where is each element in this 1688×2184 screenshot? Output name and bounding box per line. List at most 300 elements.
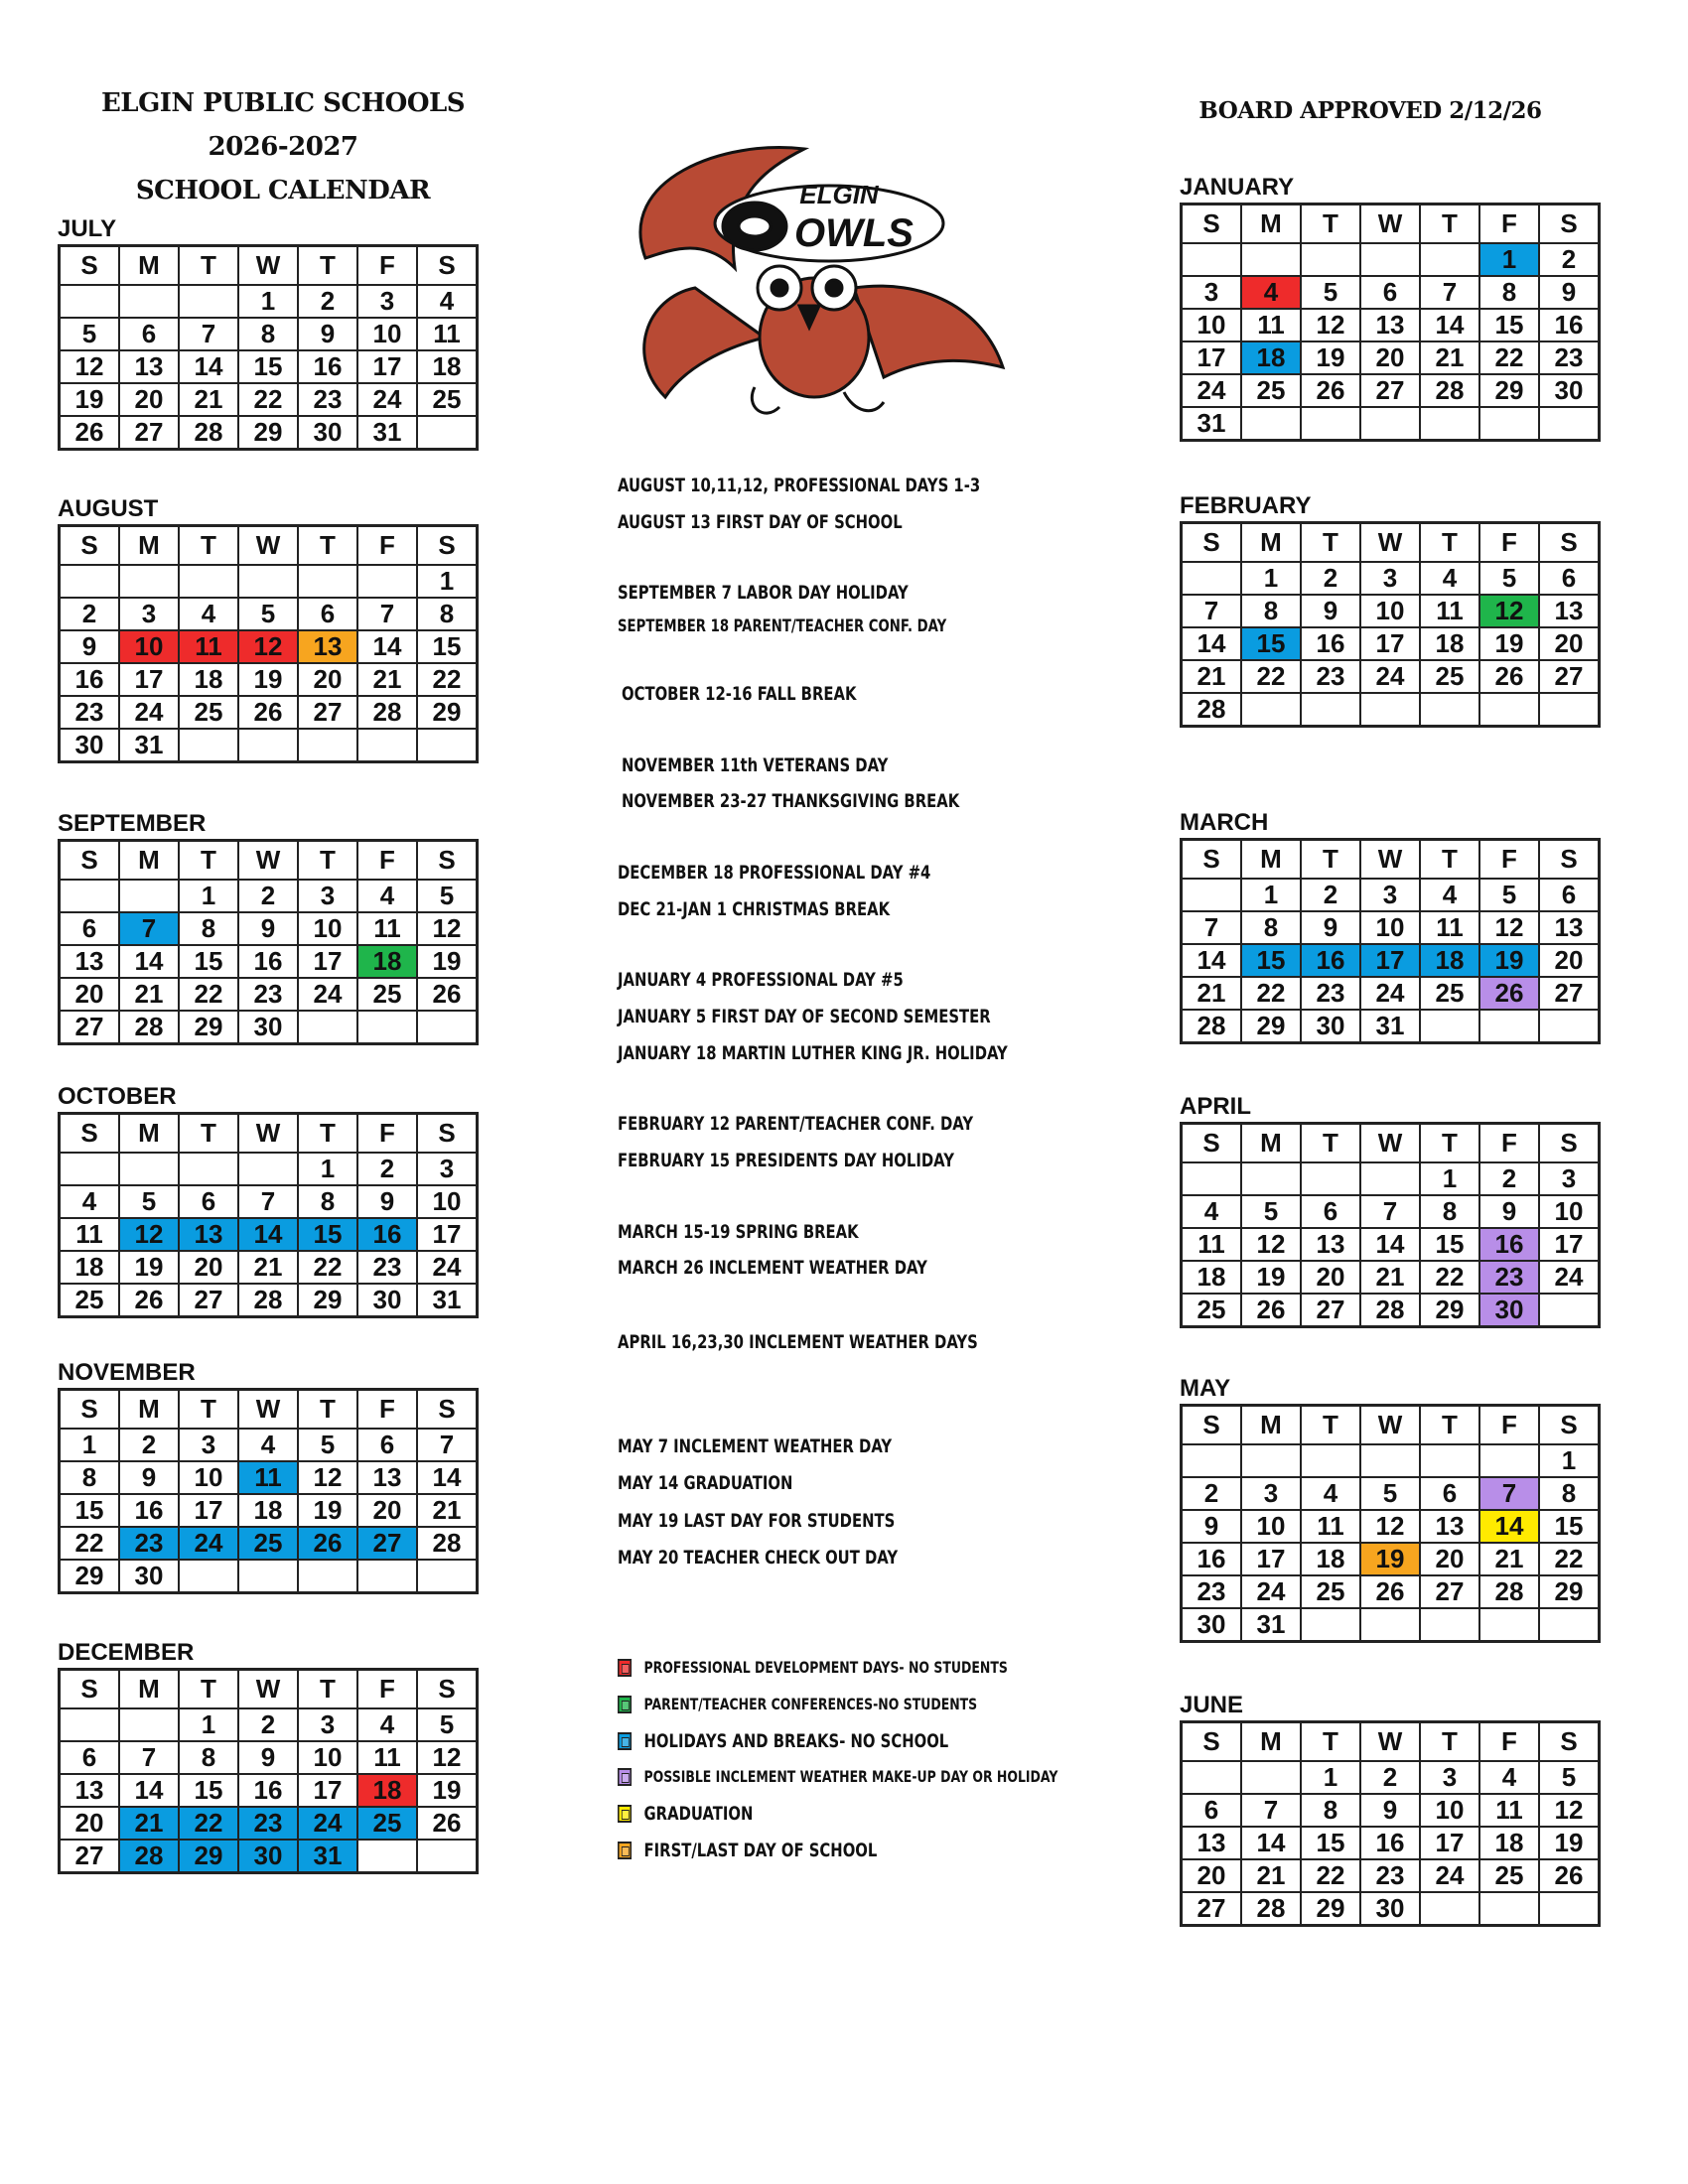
day-cell: 18	[1182, 1261, 1242, 1294]
day-cell: 7	[1241, 1794, 1301, 1827]
day-cell: 25	[238, 1527, 298, 1560]
weekday-header: T	[1420, 1406, 1479, 1445]
day-cell: 14	[119, 945, 179, 978]
day-cell: 27	[1420, 1575, 1479, 1608]
day-cell: 17	[298, 945, 357, 978]
day-cell: 28	[1241, 1892, 1301, 1926]
day-cell: 3	[357, 285, 417, 318]
empty-cell	[1241, 243, 1301, 276]
day-cell: 24	[1539, 1261, 1600, 1294]
day-cell: 4	[357, 1708, 417, 1741]
month-october	[58, 1084, 485, 1318]
day-cell: 24	[298, 978, 357, 1011]
weekday-header: S	[1182, 1124, 1242, 1163]
day-cell: 16	[298, 350, 357, 383]
day-cell: 14	[1420, 309, 1479, 341]
weekday-header: M	[1241, 1722, 1301, 1762]
day-cell: 13	[1539, 595, 1600, 627]
day-cell: 15	[179, 1774, 238, 1807]
day-cell: 22	[179, 978, 238, 1011]
empty-cell	[1360, 243, 1420, 276]
day-cell: 3	[298, 1708, 357, 1741]
empty-cell	[357, 729, 417, 762]
day-cell: 4	[417, 285, 478, 318]
day-cell: 2	[60, 598, 120, 630]
day-cell: 28	[1479, 1575, 1539, 1608]
day-cell: 23	[238, 1807, 298, 1840]
event-item: JANUARY 5 FIRST DAY OF SECOND SEMESTER	[618, 1006, 991, 1027]
event-item: FEBRUARY 15 PRESIDENTS DAY HOLIDAY	[618, 1150, 954, 1171]
day-cell: 26	[1301, 374, 1360, 407]
event-item: MAY 20 TEACHER CHECK OUT DAY	[618, 1547, 899, 1569]
day-cell: 1	[298, 1153, 357, 1185]
day-cell: 22	[1539, 1543, 1600, 1575]
day-cell: 31	[1360, 1010, 1420, 1043]
day-cell: 8	[179, 912, 238, 945]
day-cell: 26	[417, 1807, 478, 1840]
weekday-header: M	[1241, 1124, 1301, 1163]
day-cell: 21	[417, 1494, 478, 1527]
day-cell: 12	[119, 1218, 179, 1251]
day-cell: 9	[298, 318, 357, 350]
day-cell: 31	[1182, 407, 1242, 441]
day-cell: 9	[1479, 1195, 1539, 1228]
month-name: APRIL	[1180, 1093, 1251, 1120]
empty-cell	[417, 1560, 478, 1593]
day-cell: 30	[1301, 1010, 1360, 1043]
empty-cell	[60, 1153, 120, 1185]
weekday-header: T	[1301, 1406, 1360, 1445]
day-cell: 28	[179, 416, 238, 450]
day-cell: 10	[1360, 911, 1420, 944]
day-cell: 4	[1420, 879, 1479, 911]
empty-cell	[60, 1708, 120, 1741]
day-cell: 21	[1182, 660, 1242, 693]
day-cell: 30	[1182, 1608, 1242, 1642]
day-cell: 1	[179, 1708, 238, 1741]
day-cell: 1	[238, 285, 298, 318]
day-cell: 8	[179, 1741, 238, 1774]
day-cell: 12	[1479, 595, 1539, 627]
day-cell: 25	[179, 696, 238, 729]
day-cell: 27	[298, 696, 357, 729]
day-cell: 15	[238, 350, 298, 383]
empty-cell	[1539, 1294, 1600, 1327]
day-cell: 2	[119, 1429, 179, 1461]
day-cell: 15	[179, 945, 238, 978]
day-cell: 19	[1301, 341, 1360, 374]
day-cell: 26	[238, 696, 298, 729]
day-cell: 7	[1360, 1195, 1420, 1228]
day-cell: 25	[1241, 374, 1301, 407]
weekday-header: W	[1360, 840, 1420, 880]
day-cell: 9	[238, 1741, 298, 1774]
day-cell: 11	[1301, 1510, 1360, 1543]
empty-cell	[238, 1560, 298, 1593]
day-cell: 1	[1479, 243, 1539, 276]
day-cell: 18	[1479, 1827, 1539, 1859]
weekday-header: T	[1301, 1722, 1360, 1762]
day-cell: 8	[1241, 911, 1301, 944]
weekday-header: S	[60, 1670, 120, 1709]
weekday-header: F	[1479, 840, 1539, 880]
event-item: JANUARY 18 MARTIN LUTHER KING JR. HOLIDAY	[618, 1042, 1008, 1064]
day-cell: 13	[298, 630, 357, 663]
day-cell: 15	[417, 630, 478, 663]
empty-cell	[1360, 693, 1420, 727]
empty-cell	[1360, 1162, 1420, 1195]
month-december	[58, 1640, 485, 1874]
day-cell: 13	[1539, 911, 1600, 944]
day-cell: 19	[1360, 1543, 1420, 1575]
month-name: FEBRUARY	[1180, 492, 1312, 519]
day-cell: 6	[60, 1741, 120, 1774]
day-cell: 21	[1241, 1859, 1301, 1892]
empty-cell	[1360, 407, 1420, 441]
day-cell: 27	[1360, 374, 1420, 407]
empty-cell	[357, 565, 417, 598]
day-cell: 16	[60, 663, 120, 696]
day-cell: 22	[179, 1807, 238, 1840]
day-cell: 4	[1182, 1195, 1242, 1228]
day-cell: 19	[60, 383, 120, 416]
day-cell: 8	[1539, 1477, 1600, 1510]
month-april	[1180, 1094, 1607, 1328]
event-item: NOVEMBER 23-27 THANKSGIVING BREAK	[622, 790, 960, 812]
day-cell: 29	[238, 416, 298, 450]
month-july	[58, 216, 485, 451]
weekday-header: W	[1360, 1124, 1420, 1163]
empty-cell	[417, 1840, 478, 1873]
logo-text-owls: OWLS	[794, 211, 914, 255]
day-cell: 24	[417, 1251, 478, 1284]
weekday-header: T	[298, 246, 357, 286]
day-cell: 6	[1301, 1195, 1360, 1228]
day-cell: 8	[1479, 276, 1539, 309]
day-cell: 24	[1241, 1575, 1301, 1608]
day-cell: 19	[238, 663, 298, 696]
weekday-header: F	[1479, 523, 1539, 563]
day-cell: 5	[417, 880, 478, 912]
day-cell: 16	[238, 1774, 298, 1807]
weekday-header: T	[1420, 205, 1479, 244]
weekday-header: T	[298, 841, 357, 881]
empty-cell	[60, 565, 120, 598]
legend-label: FIRST/LAST DAY OF SCHOOL	[643, 1840, 878, 1861]
legend-label: HOLIDAYS AND BREAKS- NO SCHOOL	[643, 1730, 949, 1752]
month-march	[1180, 810, 1607, 1044]
empty-cell	[1479, 1010, 1539, 1043]
legend-item-inc	[618, 1767, 1057, 1786]
day-cell: 12	[1241, 1228, 1301, 1261]
event-item: AUGUST 13 FIRST DAY OF SCHOOL	[618, 511, 903, 533]
day-cell: 14	[1360, 1228, 1420, 1261]
empty-cell	[417, 1011, 478, 1044]
day-cell: 10	[417, 1185, 478, 1218]
weekday-header: T	[179, 1390, 238, 1430]
day-cell: 7	[179, 318, 238, 350]
empty-cell	[1420, 1892, 1479, 1926]
day-cell: 29	[1479, 374, 1539, 407]
day-cell: 2	[1182, 1477, 1242, 1510]
day-cell: 27	[60, 1840, 120, 1873]
day-cell: 27	[1539, 660, 1600, 693]
day-cell: 28	[1182, 1010, 1242, 1043]
day-cell: 10	[119, 630, 179, 663]
day-cell: 10	[1539, 1195, 1600, 1228]
empty-cell	[1479, 1444, 1539, 1477]
day-cell: 3	[1360, 562, 1420, 595]
day-cell: 21	[119, 1807, 179, 1840]
month-name: AUGUST	[58, 495, 159, 522]
day-cell: 26	[1360, 1575, 1420, 1608]
empty-cell	[119, 1153, 179, 1185]
day-cell: 1	[1241, 562, 1301, 595]
day-cell: 5	[1479, 879, 1539, 911]
empty-cell	[1539, 1608, 1600, 1642]
day-cell: 11	[1420, 911, 1479, 944]
day-cell: 5	[1360, 1477, 1420, 1510]
day-cell: 19	[1539, 1827, 1600, 1859]
day-cell: 22	[417, 663, 478, 696]
day-cell: 14	[119, 1774, 179, 1807]
weekday-header: S	[417, 246, 478, 286]
weekday-header: S	[1182, 523, 1242, 563]
day-cell: 17	[119, 663, 179, 696]
day-cell: 1	[1301, 1761, 1360, 1794]
day-cell: 26	[1479, 660, 1539, 693]
title-line-year: 2026-2027	[208, 132, 358, 162]
day-cell: 17	[1539, 1228, 1600, 1261]
empty-cell	[1182, 879, 1242, 911]
day-cell: 22	[1241, 660, 1301, 693]
weekday-header: T	[1301, 205, 1360, 244]
day-cell: 8	[1420, 1195, 1479, 1228]
day-cell: 21	[179, 383, 238, 416]
day-cell: 7	[119, 912, 179, 945]
day-cell: 29	[1301, 1892, 1360, 1926]
empty-cell	[119, 565, 179, 598]
weekday-header: T	[1420, 1124, 1479, 1163]
empty-cell	[298, 729, 357, 762]
day-cell: 20	[119, 383, 179, 416]
day-cell: 24	[1360, 660, 1420, 693]
empty-cell	[1479, 693, 1539, 727]
legend-item-fl	[618, 1840, 877, 1861]
empty-cell	[357, 1011, 417, 1044]
day-cell: 26	[298, 1527, 357, 1560]
day-cell: 18	[1420, 627, 1479, 660]
day-cell: 25	[1420, 977, 1479, 1010]
day-cell: 26	[1479, 977, 1539, 1010]
logo-text-elgin: ELGIN	[799, 180, 879, 209]
day-cell: 1	[60, 1429, 120, 1461]
day-cell: 27	[119, 416, 179, 450]
day-cell: 6	[1360, 276, 1420, 309]
day-cell: 7	[1420, 276, 1479, 309]
day-cell: 29	[1539, 1575, 1600, 1608]
weekday-header: M	[119, 526, 179, 566]
day-cell: 4	[60, 1185, 120, 1218]
day-cell: 9	[238, 912, 298, 945]
day-cell: 27	[1301, 1294, 1360, 1327]
event-item: MARCH 26 INCLEMENT WEATHER DAY	[618, 1257, 927, 1279]
day-cell: 11	[60, 1218, 120, 1251]
weekday-header: F	[1479, 1722, 1539, 1762]
empty-cell	[1539, 407, 1600, 441]
day-cell: 12	[60, 350, 120, 383]
day-cell: 13	[1360, 309, 1420, 341]
month-grid	[58, 1388, 479, 1594]
weekday-header: T	[298, 1390, 357, 1430]
day-cell: 4	[1420, 562, 1479, 595]
month-grid	[1180, 521, 1601, 728]
owl-mascot-icon	[606, 139, 1023, 427]
day-cell: 14	[417, 1461, 478, 1494]
weekday-header: S	[417, 1670, 478, 1709]
day-cell: 9	[1301, 595, 1360, 627]
day-cell: 23	[1182, 1575, 1242, 1608]
day-cell: 23	[1539, 341, 1600, 374]
day-cell: 13	[119, 350, 179, 383]
day-cell: 9	[1539, 276, 1600, 309]
day-cell: 23	[1301, 660, 1360, 693]
empty-cell	[1301, 1608, 1360, 1642]
day-cell: 20	[1182, 1859, 1242, 1892]
day-cell: 28	[119, 1840, 179, 1873]
day-cell: 24	[298, 1807, 357, 1840]
month-may	[1180, 1376, 1607, 1643]
day-cell: 13	[60, 945, 120, 978]
day-cell: 12	[238, 630, 298, 663]
empty-cell	[1539, 693, 1600, 727]
weekday-header: M	[119, 1670, 179, 1709]
empty-cell	[1182, 1761, 1242, 1794]
empty-cell	[1420, 1444, 1479, 1477]
month-name: JULY	[58, 215, 117, 242]
day-cell: 25	[357, 1807, 417, 1840]
title-line-calendar: SCHOOL CALENDAR	[135, 176, 431, 205]
weekday-header: T	[1301, 1124, 1360, 1163]
day-cell: 19	[298, 1494, 357, 1527]
month-january	[1180, 175, 1607, 442]
empty-cell	[1360, 1444, 1420, 1477]
day-cell: 30	[298, 416, 357, 450]
empty-cell	[119, 1708, 179, 1741]
day-cell: 4	[179, 598, 238, 630]
day-cell: 10	[1241, 1510, 1301, 1543]
empty-cell	[1360, 1608, 1420, 1642]
day-cell: 5	[417, 1708, 478, 1741]
day-cell: 19	[417, 945, 478, 978]
day-cell: 12	[298, 1461, 357, 1494]
day-cell: 16	[357, 1218, 417, 1251]
empty-cell	[238, 729, 298, 762]
day-cell: 15	[60, 1494, 120, 1527]
day-cell: 13	[1301, 1228, 1360, 1261]
event-item: MAY 7 INCLEMENT WEATHER DAY	[618, 1435, 893, 1457]
day-cell: 11	[417, 318, 478, 350]
day-cell: 5	[238, 598, 298, 630]
empty-cell	[298, 1560, 357, 1593]
day-cell: 4	[1241, 276, 1301, 309]
checkbox-icon	[618, 1805, 632, 1823]
day-cell: 31	[417, 1284, 478, 1317]
day-cell: 4	[238, 1429, 298, 1461]
month-september	[58, 811, 485, 1045]
day-cell: 19	[1479, 944, 1539, 977]
event-item: FEBRUARY 12 PARENT/TEACHER CONF. DAY	[618, 1113, 974, 1135]
weekday-header: M	[119, 1390, 179, 1430]
legend-item-grad	[618, 1803, 753, 1825]
day-cell: 27	[1539, 977, 1600, 1010]
weekday-header: T	[298, 1670, 357, 1709]
weekday-header: S	[1539, 1406, 1600, 1445]
day-cell: 5	[1479, 562, 1539, 595]
day-cell: 11	[238, 1461, 298, 1494]
weekday-header: M	[1241, 523, 1301, 563]
day-cell: 18	[417, 350, 478, 383]
board-approved-note: BOARD APPROVED 2/12/26	[1198, 97, 1542, 124]
empty-cell	[1301, 1162, 1360, 1195]
day-cell: 19	[1479, 627, 1539, 660]
day-cell: 20	[1301, 1261, 1360, 1294]
day-cell: 2	[298, 285, 357, 318]
day-cell: 24	[1360, 977, 1420, 1010]
weekday-header: S	[1182, 840, 1242, 880]
empty-cell	[179, 1153, 238, 1185]
weekday-header: T	[1420, 1722, 1479, 1762]
day-cell: 5	[1301, 276, 1360, 309]
day-cell: 5	[1241, 1195, 1301, 1228]
day-cell: 21	[238, 1251, 298, 1284]
weekday-header: T	[1420, 840, 1479, 880]
weekday-header: S	[60, 526, 120, 566]
day-cell: 20	[1420, 1543, 1479, 1575]
day-cell: 11	[1241, 309, 1301, 341]
day-cell: 26	[417, 978, 478, 1011]
day-cell: 10	[298, 1741, 357, 1774]
weekday-header: S	[417, 841, 478, 881]
day-cell: 22	[238, 383, 298, 416]
day-cell: 15	[1479, 309, 1539, 341]
empty-cell	[238, 565, 298, 598]
empty-cell	[1479, 407, 1539, 441]
weekday-header: W	[238, 841, 298, 881]
weekday-header: M	[119, 246, 179, 286]
day-cell: 24	[1420, 1859, 1479, 1892]
day-cell: 18	[357, 945, 417, 978]
month-june	[1180, 1693, 1607, 1927]
day-cell: 9	[357, 1185, 417, 1218]
day-cell: 13	[60, 1774, 120, 1807]
empty-cell	[417, 729, 478, 762]
weekday-header: S	[60, 246, 120, 286]
day-cell: 31	[1241, 1608, 1301, 1642]
legend-label: PARENT/TEACHER CONFERENCES-NO STUDENTS	[643, 1695, 978, 1713]
day-cell: 21	[119, 978, 179, 1011]
day-cell: 2	[1301, 562, 1360, 595]
day-cell: 28	[1360, 1294, 1420, 1327]
empty-cell	[1182, 562, 1242, 595]
day-cell: 16	[238, 945, 298, 978]
day-cell: 14	[1479, 1510, 1539, 1543]
day-cell: 6	[1539, 562, 1600, 595]
month-name: MAY	[1180, 1375, 1231, 1402]
empty-cell	[1241, 1761, 1301, 1794]
day-cell: 17	[417, 1218, 478, 1251]
day-cell: 13	[1182, 1827, 1242, 1859]
